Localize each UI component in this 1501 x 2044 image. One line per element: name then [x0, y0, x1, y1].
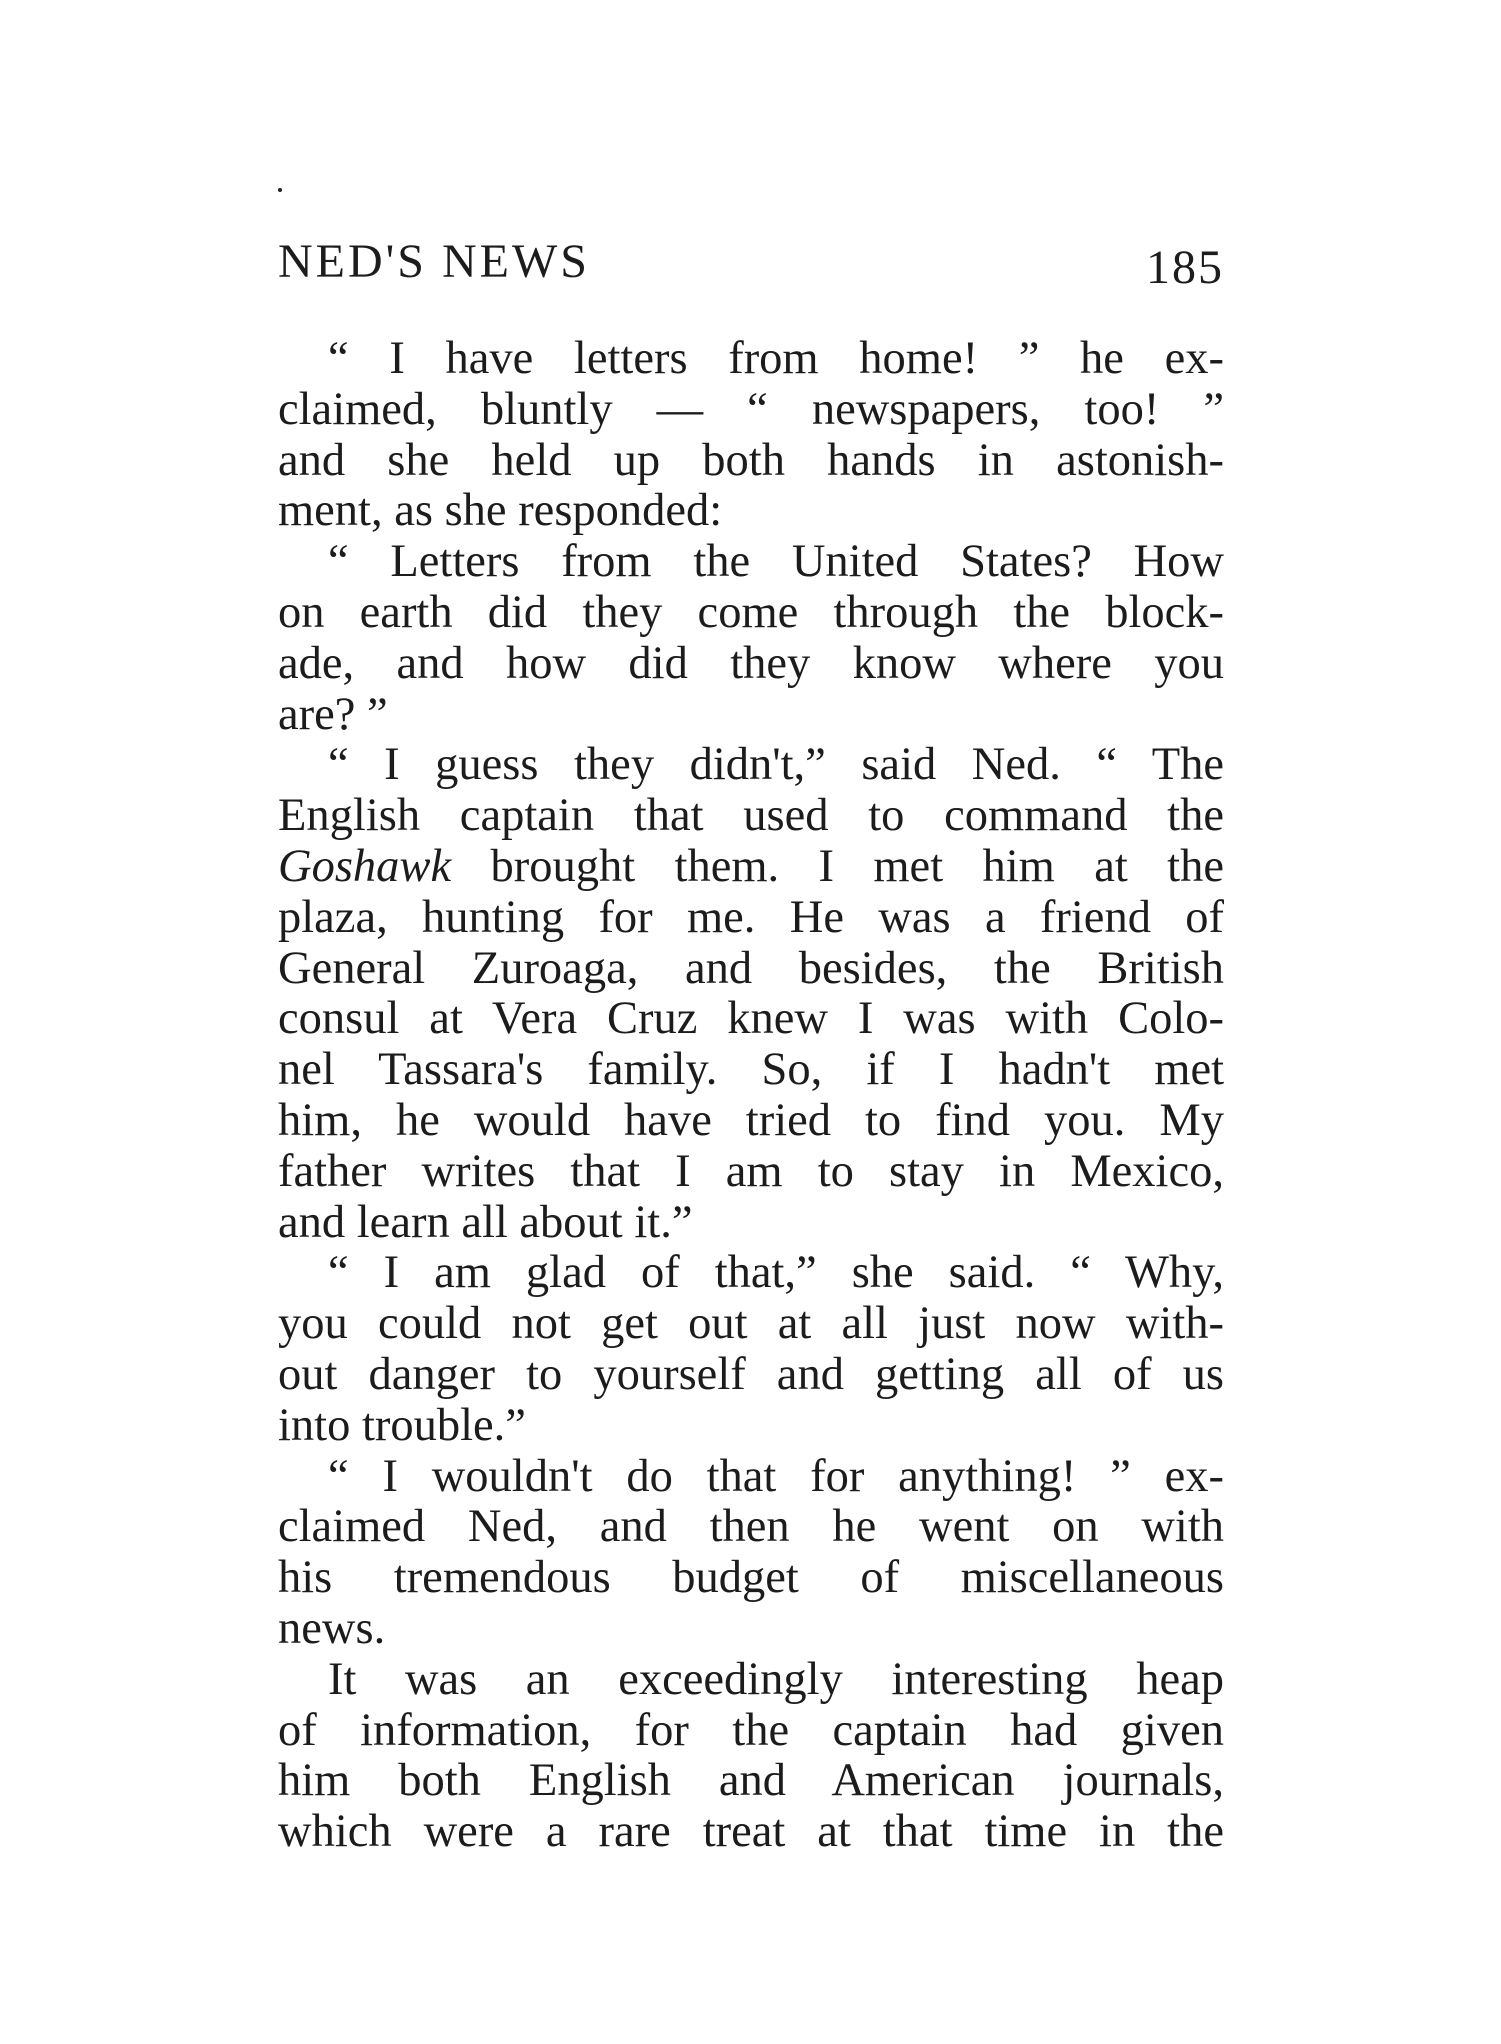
text-line: General Zuroaga, and besides, the British [278, 942, 1224, 994]
text-line: English captain that used to command the [278, 790, 1224, 842]
text-line: “ I am glad of that,” she said. “ Why, [328, 1247, 1224, 1299]
text-line: him both English and American journals, [278, 1755, 1224, 1807]
text-line: ment, as she responded: [278, 485, 723, 537]
page-header [278, 232, 1224, 292]
text-line: consul at Vera Cruz knew I was with Colo- [278, 993, 1224, 1045]
text-line: claimed Ned, and then he went on with [278, 1501, 1224, 1553]
text-line: news. [278, 1602, 386, 1654]
ship-name: Goshawk [278, 840, 452, 892]
ink-speck [278, 188, 282, 192]
text-line-with-ship-name [278, 842, 1224, 893]
text-line: into trouble.” [278, 1399, 526, 1451]
text-line: and she held up both hands in astonish- [278, 434, 1224, 486]
text-line: “ I guess they didn't,” said Ned. “ The [328, 739, 1224, 791]
text-line-rest: brought them. I met him at the [451, 840, 1224, 892]
text-line: ade, and how did they know where you [278, 637, 1224, 689]
text-line: are? ” [278, 688, 388, 740]
text-line: “ I wouldn't do that for anything! ” ex- [328, 1450, 1224, 1502]
text-line: claimed, bluntly — “ newspapers, too! ” [278, 383, 1224, 435]
text-line: plaza, hunting for me. He was a friend of [278, 891, 1224, 943]
body-text [278, 334, 1224, 1858]
text-line: on earth did they come through the block- [278, 586, 1224, 638]
text-line: It was an exceedingly interesting heap [328, 1653, 1224, 1705]
text-line: his tremendous budget of miscellaneous [278, 1552, 1224, 1604]
text-line: “ Letters from the United States? How [328, 536, 1224, 588]
text-line: nel Tassara's family. So, if I hadn't met [278, 1044, 1224, 1096]
text-line: and learn all about it.” [278, 1196, 693, 1248]
text-line: which were a rare treat at that time in the [278, 1806, 1224, 1858]
text-line: him, he would have tried to find you. My [278, 1094, 1224, 1146]
page-number: 185 [1146, 241, 1224, 294]
text-line: father writes that I am to stay in Mexico, [278, 1145, 1224, 1197]
text-line: out danger to yourself and getting all of us [278, 1348, 1224, 1400]
text-line: of information, for the captain had given [278, 1704, 1224, 1756]
text-line: “ I have letters from home! ” he ex- [328, 333, 1224, 384]
text-line: you could not get out at all just now with- [278, 1298, 1224, 1350]
running-head: NED'S NEWS [278, 235, 590, 288]
